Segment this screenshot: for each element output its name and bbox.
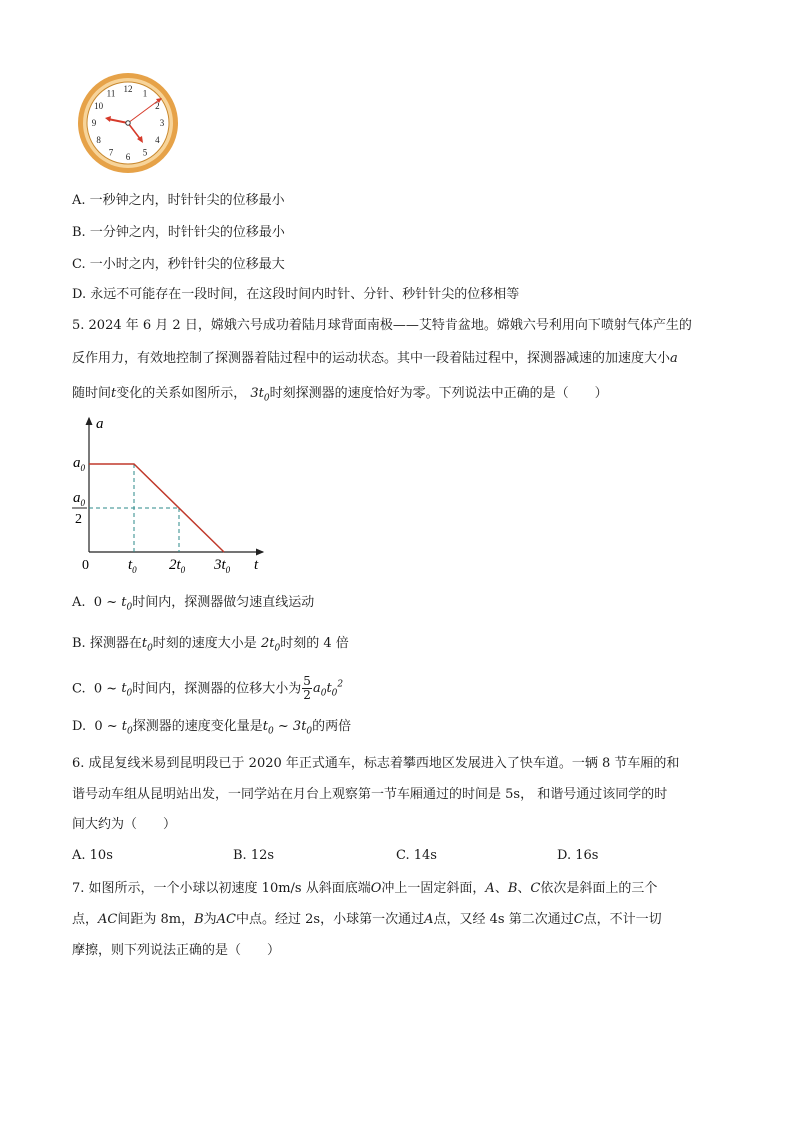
q4-option-b: B. 一分钟之内，时针针尖的位移最小 (72, 225, 285, 240)
y-tick-half-num: $a_0$ (73, 490, 85, 508)
clock-number: 10 (94, 101, 104, 111)
x-axis-label: t (254, 557, 259, 573)
acceleration-time-graph (68, 412, 278, 582)
q6-stem-line2: 谐号动车组从昆明站出发，一同学站在月台上观察第一节车厢通过的时间是 5s， 和谐号通过该同学的时 (72, 787, 668, 802)
a-t-curve (89, 464, 224, 552)
clock-number: 12 (123, 84, 133, 94)
clock-number: 7 (108, 147, 114, 158)
x-tick-3t0: $3t_0$ (214, 557, 231, 575)
q6-option-a: A. 10s (72, 848, 113, 863)
q7-stem-line2: 点，AC间距为 8m，B为AC中点。经过 2s，小球第一次通过A点，又经 4s 第二次通过C点，不计一切 (72, 912, 662, 927)
q7-stem-line3: 摩擦，则下列说法正确的是（ ） (72, 943, 281, 958)
q6-stem-line3: 间大约为（ ） (72, 817, 177, 832)
clock-number: 1 (142, 88, 148, 99)
q5-stem-line1: 5. 2024 年 6 月 2 日，嫦娥六号成功着陆月球背面南极——艾特肯盆地。嫦娥六号利用向下喷射气体产生的 (72, 318, 692, 333)
clock-number: 4 (155, 135, 160, 145)
q4-option-c: C. 一小时之内，秒针针尖的位移最大 (72, 257, 285, 272)
y-axis-label: a (96, 416, 104, 432)
q6-option-d: D. 16s (557, 848, 599, 863)
x-tick-t0: $t_0$ (128, 557, 137, 575)
clock-number: 2 (155, 101, 160, 111)
q6-stem-line1: 6. 成昆复线米易到昆明段已于 2020 年正式通车，标志着攀西地区发展进入了快车道。一辆 8 节车厢的和 (72, 756, 680, 771)
q5-option-b: B. 探测器在$t_0$时刻的速度大小是 $2t_0$时刻的 4 倍 (72, 636, 349, 654)
clock-number: 9 (91, 118, 97, 128)
clock-number: 8 (96, 135, 101, 145)
q7-stem-line1: 7. 如图所示，一个小球以初速度 10m/s 从斜面底端O冲上一固定斜面，A、B、C依次是斜面上的三个 (72, 881, 658, 896)
clock-figure (74, 72, 182, 176)
q4-option-a: A. 一秒钟之内，时针针尖的位移最小 (72, 193, 285, 208)
clock-number: 11 (106, 88, 116, 99)
y-tick-a0: $a_0$ (73, 455, 85, 473)
q4-option-d: D. 永远不可能存在一段时间，在这段时间内时针、分针、秒针针尖的位移相等 (72, 287, 520, 302)
clock-number: 3 (159, 118, 165, 128)
q5-option-c: C. 0 ~ $t_0$时间内，探测器的位移大小为 $\frac{5}{2}$ $a_0t_0^2$ (72, 674, 344, 703)
clock-number: 6 (125, 152, 131, 162)
y-tick-half-den: 2 (75, 512, 82, 527)
q5-option-a: A. 0 ~ $t_0$时间内，探测器做匀速直线运动 (72, 595, 315, 613)
q5-stem-line3: 随时间t变化的关系如图所示， $3t_0$时刻探测器的速度恰好为零。下列说法中正确的是（ ） (72, 386, 608, 404)
origin-label: 0 (82, 558, 89, 573)
q6-option-c: C. 14s (396, 848, 437, 863)
q6-option-b: B. 12s (233, 848, 275, 863)
q5-stem-line2: 反作用力，有效地控制了探测器着陆过程中的运动状态。其中一段着陆过程中，探测器减速的加速度大小a (72, 351, 678, 366)
q5-option-d: D. 0 ~ $t_0$探测器的速度变化量是$t_0$ ~ $3t_0$的两倍 (72, 719, 352, 737)
clock-number: 5 (142, 147, 148, 158)
x-tick-2t0: $2t_0$ (169, 557, 186, 575)
